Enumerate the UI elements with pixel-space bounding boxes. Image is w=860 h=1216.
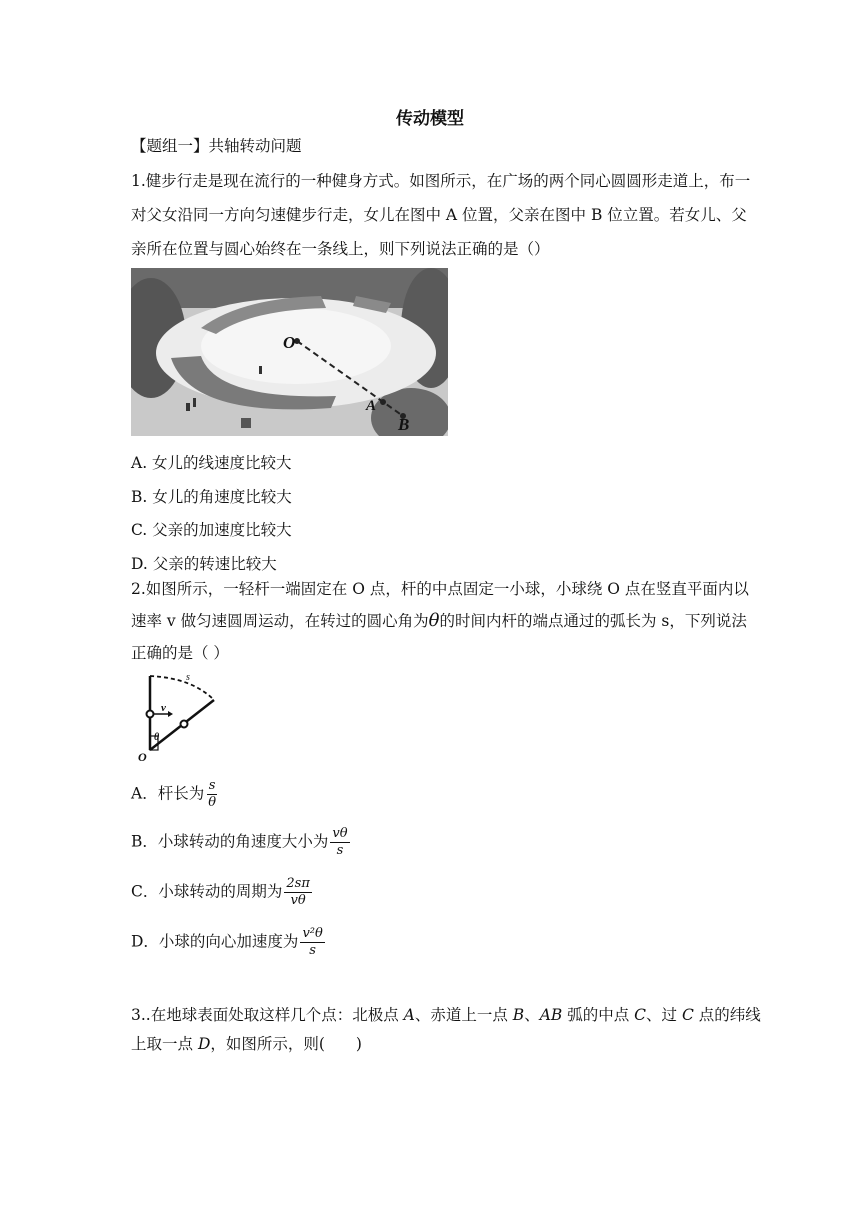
- q3-line2: [131, 1032, 362, 1054]
- q2-option-c-text: C．小球转动的周期为: [131, 882, 283, 901]
- q2-line2: [131, 609, 747, 631]
- q2-option-a-denominator: θ: [208, 795, 217, 810]
- q2-rod-diagram: [134, 668, 224, 764]
- q2-option-d-denominator: s: [309, 943, 316, 958]
- q3-text-4: 弧的中点: [562, 1006, 635, 1024]
- q2-option-d-fraction: [300, 926, 324, 959]
- q2-theta: θ: [428, 610, 440, 631]
- q1-label-o: O: [283, 333, 296, 352]
- q2-option-a: [131, 778, 218, 811]
- q3-point-a: A: [403, 1006, 415, 1024]
- q2-option-b-fraction: [330, 826, 349, 859]
- q2-option-b-text: B．小球转动的角速度大小为: [131, 832, 329, 851]
- q3-arc-ab: AB: [539, 1006, 563, 1024]
- q2-option-b: [131, 826, 350, 859]
- q2-option-a-text: A．杆长为: [131, 784, 205, 803]
- q2-option-a-numerator: s: [208, 778, 216, 793]
- q2-line2-a: 速率 v 做匀速圆周运动，在转过的圆心角为: [131, 612, 429, 630]
- q1-option-b: B. 女儿的角速度比较大: [131, 488, 292, 506]
- q1-label-a: A: [366, 398, 377, 414]
- q3-point-d: D: [197, 1035, 211, 1053]
- group-heading: 【题组一】共轴转动问题: [131, 137, 302, 155]
- q3-text-2: 、赤道上一点: [414, 1006, 513, 1024]
- q2-line1: 2.如图所示，一轻杆一端固定在 O 点，杆的中点固定一小球，小球绕 O 点在竖直平面内以: [131, 580, 749, 598]
- page-title: 传动模型: [396, 109, 464, 129]
- q3-point-c: C: [634, 1006, 647, 1024]
- q3-point-c-2: C: [681, 1006, 694, 1024]
- q1-line2: 对父女沿同一方向匀速健步行走，女儿在图中 A 位置，父亲在图中 B 位立置。若女儿、父: [131, 206, 747, 224]
- q1-label-b: B: [398, 415, 410, 434]
- q2-option-c-fraction: [284, 876, 312, 909]
- q2-label-s: s: [186, 672, 190, 683]
- q1-line1: 1.健步行走是现在流行的一种健身方式。如图所示，在广场的两个同心圆圆形走道上，布一: [131, 172, 751, 190]
- q3-text-1: 3..在地球表面处取这样几个点：北极点: [131, 1006, 404, 1024]
- q3-text-5: 、过: [646, 1006, 682, 1024]
- q3-text-3: 、: [524, 1006, 540, 1024]
- q1-option-d: D. 父亲的转速比较大: [131, 555, 277, 573]
- q2-option-d-text: D．小球的向心加速度为: [131, 932, 299, 951]
- q2-option-a-fraction: [206, 778, 218, 811]
- q2-option-b-numerator: vθ: [332, 826, 348, 841]
- q2-option-d: [131, 926, 325, 959]
- q1-option-a: A. 女儿的线速度比较大: [131, 454, 292, 472]
- q1-plaza-photo: [131, 268, 448, 436]
- q2-option-c: [131, 876, 312, 909]
- q1-line3: 亲所在位置与圆心始终在一条线上，则下列说法正确的是（）: [131, 240, 550, 258]
- q2-option-d-numerator: v²θ: [302, 926, 323, 941]
- q3-text-7: 上取一点: [131, 1035, 198, 1053]
- q2-line3: 正确的是（ ）: [131, 644, 229, 662]
- q2-label-o: O: [138, 750, 147, 764]
- q2-option-b-denominator: s: [336, 843, 344, 858]
- q3-text-8: ，如图所示，则( ): [210, 1035, 362, 1053]
- q2-option-c-denominator: vθ: [290, 893, 306, 908]
- q2-label-theta: θ: [154, 732, 160, 743]
- q2-label-v: v: [161, 702, 166, 714]
- q2-option-c-numerator: 2sπ: [286, 876, 310, 891]
- q3-line1: [131, 1003, 761, 1025]
- q2-line2-b: 的时间内杆的端点通过的弧长为 s，下列说法: [439, 612, 747, 630]
- q1-option-c: C. 父亲的加速度比较大: [131, 521, 292, 539]
- q3-point-b: B: [512, 1006, 525, 1024]
- q3-text-6: 点的纬线: [693, 1006, 761, 1024]
